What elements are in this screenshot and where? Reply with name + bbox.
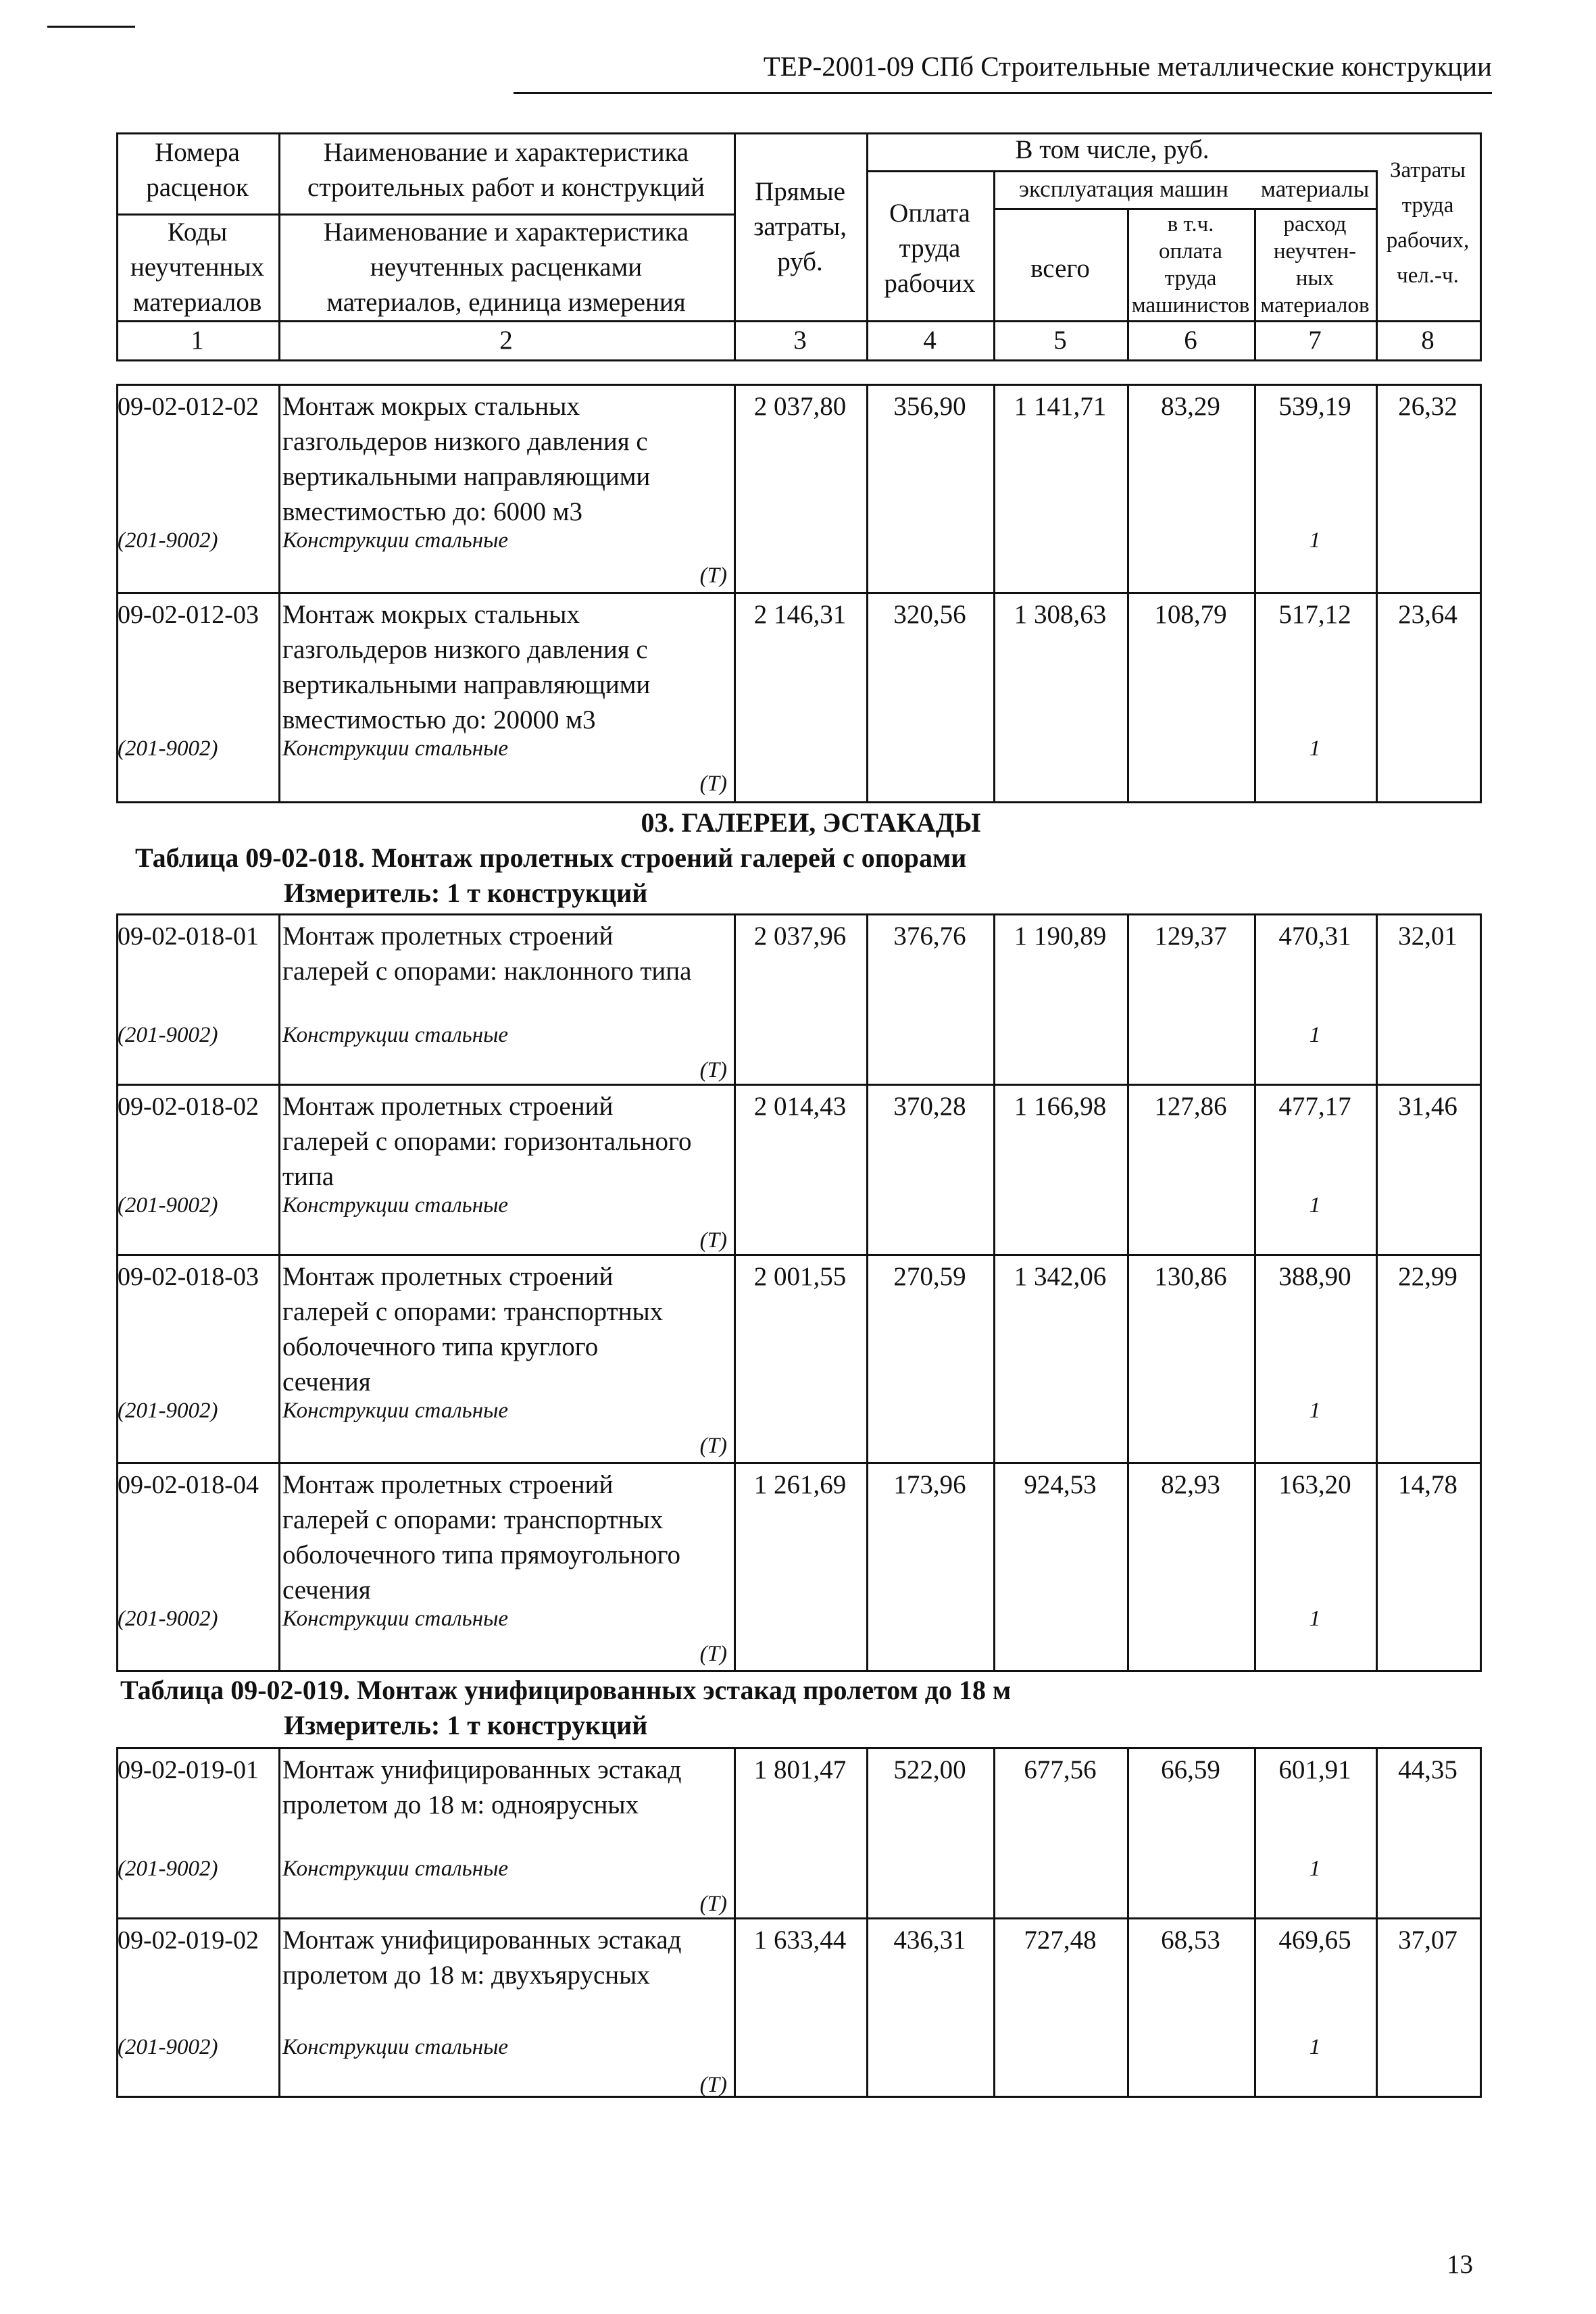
running-header-rule	[514, 92, 1492, 94]
material-costs: 388,90	[1278, 1262, 1351, 1291]
machinist-pay: 68,53	[1161, 1926, 1220, 1955]
header-machinist-pay: труда	[1164, 266, 1217, 291]
row-border	[116, 592, 1480, 594]
material-quantity: 1	[1309, 736, 1321, 761]
header-material-codes: материалов	[132, 288, 262, 317]
header-machines-total: всего	[1030, 254, 1090, 283]
table-019-measure: Измеритель: 1 т конструкций	[284, 1710, 648, 1740]
material-quantity: 1	[1309, 1399, 1321, 1423]
work-name-line: пролетом до 18 м: одноярусных	[282, 1790, 639, 1819]
header-direct-costs: руб.	[777, 247, 823, 276]
row-border	[116, 384, 1480, 386]
material-unit: (Т)	[699, 772, 727, 796]
header-col-line	[1480, 132, 1482, 361]
header-direct-costs: затраты,	[753, 212, 847, 241]
material-code: (201-9002)	[118, 528, 218, 553]
rate-code: 09-02-019-02	[118, 1926, 259, 1955]
material-name: Конструкции стальные	[282, 736, 509, 761]
header-machinist-pay: машинистов	[1131, 293, 1250, 318]
column-line	[1480, 1747, 1482, 1919]
work-name-line: галерей с опорами: горизонтального	[282, 1127, 692, 1156]
machine-costs: 1 141,71	[1014, 392, 1107, 421]
work-name-line: вместимостью до: 6000 м3	[282, 497, 582, 526]
material-name: Конструкции стальные	[282, 528, 509, 553]
header-labor-pay: рабочих	[884, 269, 976, 298]
rate-code: 09-02-018-01	[118, 922, 259, 951]
work-name-line: вертикальными направляющими	[282, 462, 651, 491]
machinist-pay: 127,86	[1154, 1092, 1227, 1121]
header-unaccounted-materials: материалов	[1260, 293, 1370, 318]
work-name-line: сечения	[282, 1576, 371, 1605]
column-number: 2	[499, 326, 513, 355]
header-including: В том числе, руб.	[1015, 135, 1210, 164]
material-costs: 477,17	[1278, 1092, 1351, 1121]
header-labor-hours: труда	[1401, 193, 1454, 218]
header-materials: материалы	[1260, 176, 1370, 202]
machine-costs: 1 308,63	[1014, 600, 1107, 629]
direct-costs: 2 037,96	[753, 922, 847, 951]
column-line	[1480, 1084, 1482, 1256]
header-material-name: Наименование и характеристика	[323, 218, 689, 247]
table-018-measure: Измеритель: 1 т конструкций	[284, 878, 648, 908]
work-name-line: Монтаж мокрых стальных	[282, 392, 580, 421]
row-border	[116, 1747, 1480, 1749]
work-name-line: Монтаж унифицированных эстакад	[282, 1926, 682, 1955]
corner-mark	[47, 26, 135, 28]
row-border	[116, 801, 1480, 803]
header-machinist-pay: в т.ч.	[1167, 212, 1214, 236]
column-number: 1	[191, 326, 204, 355]
table-018-title: Таблица 09-02-018. Монтаж пролетных строений галерей с опорами	[135, 842, 967, 873]
labor-hours: 44,35	[1398, 1755, 1457, 1784]
header-labor-pay: труда	[899, 234, 961, 263]
machinist-pay: 83,29	[1161, 392, 1220, 421]
machinist-pay: 66,59	[1161, 1755, 1220, 1784]
material-code: (201-9002)	[118, 1023, 218, 1047]
work-name-line: Монтаж пролетных строений	[282, 1262, 614, 1291]
material-unit: (Т)	[699, 563, 727, 588]
material-name: Конструкции стальные	[282, 1857, 509, 1881]
column-line	[1480, 384, 1482, 594]
section-title: 03. ГАЛЕРЕИ, ЭСТАКАДЫ	[641, 807, 981, 838]
row-border	[116, 1254, 1480, 1256]
header-machinist-pay: оплата	[1159, 239, 1222, 263]
material-unit: (Т)	[699, 1058, 727, 1082]
material-quantity: 1	[1309, 1193, 1321, 1217]
material-costs: 163,20	[1278, 1470, 1351, 1499]
direct-costs: 1 801,47	[753, 1755, 847, 1784]
row-border	[116, 1462, 1480, 1464]
machinist-pay: 130,86	[1154, 1262, 1227, 1291]
material-code: (201-9002)	[118, 1857, 218, 1881]
labor-pay: 173,96	[893, 1470, 966, 1499]
numbers-border-bottom	[116, 359, 1480, 361]
labor-pay: 436,31	[893, 1926, 966, 1955]
column-number: 4	[923, 326, 937, 355]
machine-costs: 1 166,98	[1014, 1092, 1107, 1121]
material-unit: (Т)	[699, 1434, 727, 1458]
material-costs: 469,65	[1278, 1926, 1351, 1955]
work-name-line: пролетом до 18 м: двухъярусных	[282, 1961, 650, 1990]
rate-code: 09-02-012-03	[118, 601, 259, 629]
material-costs: 601,91	[1278, 1755, 1351, 1784]
material-quantity: 1	[1309, 2035, 1321, 2059]
material-code: (201-9002)	[118, 1399, 218, 1423]
work-name-line: галерей с опорами: транспортных	[282, 1505, 664, 1534]
labor-hours: 32,01	[1398, 922, 1457, 951]
material-code: (201-9002)	[118, 736, 218, 761]
work-name-line: газгольдеров низкого давления с	[282, 635, 648, 664]
work-name-line: галерей с опорами: транспортных	[282, 1297, 664, 1326]
header-labor-pay: Оплата	[889, 199, 970, 228]
labor-hours: 37,07	[1398, 1926, 1457, 1955]
column-number: 3	[793, 326, 807, 355]
machinist-pay: 82,93	[1161, 1470, 1220, 1499]
material-name: Конструкции стальные	[282, 1023, 509, 1047]
labor-pay: 356,90	[893, 392, 966, 421]
material-unit: (Т)	[699, 1228, 727, 1253]
material-costs: 470,31	[1278, 922, 1351, 951]
work-name-line: оболочечного типа круглого	[282, 1332, 599, 1361]
rate-code: 09-02-018-03	[118, 1263, 259, 1291]
rate-code: 09-02-012-02	[118, 393, 259, 421]
header-material-name: материалов, единица измерения	[326, 288, 686, 317]
machine-costs: 1 190,89	[1014, 922, 1107, 951]
header-labor-hours: чел.-ч.	[1397, 263, 1459, 288]
material-code: (201-9002)	[118, 1607, 218, 1631]
material-quantity: 1	[1309, 1857, 1321, 1881]
header-work-name: Наименование и характеристика	[323, 138, 689, 167]
labor-hours: 22,99	[1398, 1262, 1457, 1291]
material-code: (201-9002)	[118, 1193, 218, 1217]
material-quantity: 1	[1309, 1023, 1321, 1047]
row-border	[116, 1917, 1480, 1919]
material-name: Конструкции стальные	[282, 1193, 509, 1217]
rate-code: 09-02-018-04	[118, 1471, 259, 1499]
column-line	[1480, 1917, 1482, 2098]
row-border	[116, 2096, 1480, 2098]
labor-hours: 31,46	[1398, 1092, 1457, 1121]
material-costs: 539,19	[1278, 392, 1351, 421]
header-direct-costs: Прямые	[755, 177, 845, 206]
work-name-line: сечения	[282, 1367, 371, 1397]
page-number: 13	[1447, 2250, 1473, 2279]
machine-costs: 924,53	[1024, 1470, 1097, 1499]
row-border	[116, 1670, 1480, 1672]
material-costs: 517,12	[1278, 600, 1351, 629]
rate-code: 09-02-019-01	[118, 1756, 259, 1784]
labor-pay: 270,59	[893, 1262, 966, 1291]
labor-hours: 14,78	[1398, 1470, 1457, 1499]
labor-hours: 26,32	[1398, 392, 1457, 421]
header-machines: эксплуатация машин	[1019, 176, 1228, 202]
header-material-name: неучтенных расценками	[370, 253, 643, 282]
work-name-line: галерей с опорами: наклонного типа	[282, 957, 692, 986]
work-name-line: Монтаж унифицированных эстакад	[282, 1755, 682, 1784]
material-name: Конструкции стальные	[282, 2035, 509, 2059]
material-quantity: 1	[1309, 528, 1321, 553]
labor-pay: 370,28	[893, 1092, 966, 1121]
column-number: 8	[1421, 326, 1435, 355]
column-line	[1480, 1462, 1482, 1672]
work-name-line: газгольдеров низкого давления с	[282, 427, 648, 456]
row-border	[116, 913, 1480, 915]
header-unaccounted-materials: неучтен-	[1273, 239, 1357, 263]
machinist-pay: 108,79	[1154, 600, 1227, 629]
work-name-line: вертикальными направляющими	[282, 670, 651, 699]
direct-costs: 2 146,31	[753, 600, 847, 629]
work-name-line: Монтаж пролетных строений	[282, 1092, 614, 1121]
direct-costs: 1 261,69	[753, 1470, 847, 1499]
column-number: 7	[1308, 326, 1322, 355]
material-unit: (Т)	[699, 2073, 727, 2097]
labor-pay: 522,00	[893, 1755, 966, 1784]
material-name: Конструкции стальные	[282, 1399, 509, 1423]
column-number: 6	[1184, 326, 1197, 355]
header-unaccounted-materials: расход	[1283, 212, 1347, 236]
work-name-line: оболочечного типа прямоугольного	[282, 1540, 680, 1569]
direct-costs: 2 001,55	[753, 1262, 847, 1291]
running-header: ТЕР-2001-09 СПб Строительные металлические конструкции	[763, 51, 1492, 82]
header-labor-hours: рабочих,	[1386, 228, 1470, 253]
work-name-line: вместимостью до: 20000 м3	[282, 705, 596, 734]
table-019-title: Таблица 09-02-019. Монтаж унифицированных эстакад пролетом до 18 м	[120, 1675, 1012, 1705]
direct-costs: 2 014,43	[753, 1092, 847, 1121]
material-name: Конструкции стальные	[282, 1607, 509, 1631]
machine-costs: 727,48	[1024, 1926, 1097, 1955]
labor-hours: 23,64	[1398, 600, 1457, 629]
machine-costs: 1 342,06	[1014, 1262, 1107, 1291]
work-name-line: Монтаж мокрых стальных	[282, 600, 580, 629]
material-code: (201-9002)	[118, 2035, 218, 2059]
labor-pay: 320,56	[893, 600, 966, 629]
header-material-codes: Коды	[167, 218, 228, 247]
header-labor-hours: Затраты	[1389, 158, 1466, 182]
header-border-bottom	[116, 320, 1480, 322]
labor-pay: 376,76	[893, 922, 966, 951]
material-unit: (Т)	[699, 1642, 727, 1666]
header-material-codes: неучтенных	[130, 253, 265, 282]
header-unaccounted-materials: ных	[1295, 266, 1335, 291]
rate-code: 09-02-018-02	[118, 1092, 259, 1121]
direct-costs: 2 037,80	[753, 392, 847, 421]
row-border	[116, 1084, 1480, 1086]
material-unit: (Т)	[699, 1892, 727, 1916]
column-line	[1480, 1254, 1482, 1464]
header-work-name: строительных работ и конструкций	[307, 173, 705, 202]
machine-costs: 677,56	[1024, 1755, 1097, 1784]
work-name-line: Монтаж пролетных строений	[282, 922, 614, 951]
header-rate-numbers: Номера	[155, 138, 240, 167]
work-name-line: типа	[282, 1162, 334, 1191]
machinist-pay: 129,37	[1154, 922, 1227, 951]
column-number: 5	[1053, 326, 1067, 355]
direct-costs: 1 633,44	[753, 1926, 847, 1955]
machines-line	[993, 208, 1376, 210]
column-line	[1480, 592, 1482, 803]
work-name-line: Монтаж пролетных строений	[282, 1470, 614, 1499]
header-rate-numbers: расценок	[146, 173, 249, 202]
material-quantity: 1	[1309, 1607, 1321, 1631]
column-line	[1480, 913, 1482, 1086]
